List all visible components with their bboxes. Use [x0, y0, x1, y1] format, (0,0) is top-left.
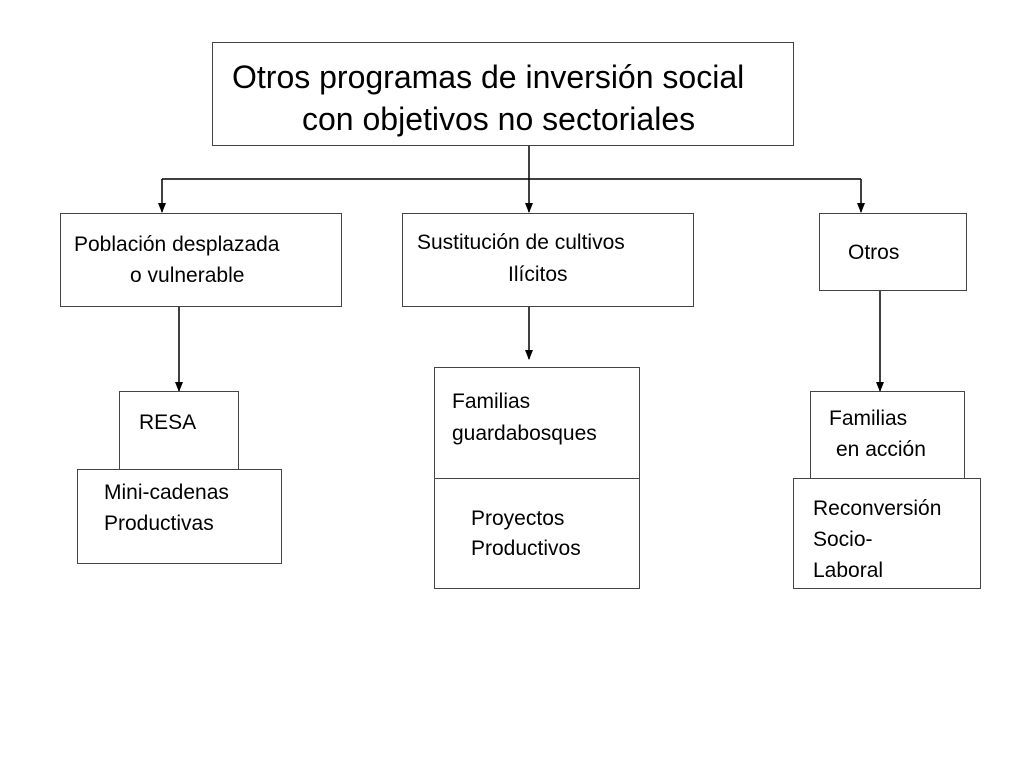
title-line-1: Otros programas de inversión social [232, 59, 745, 95]
reconversion-label-line-2: Socio- [813, 528, 873, 551]
sustitucion-box [402, 213, 694, 307]
guardabosques-label-line-1: Familias [452, 390, 531, 413]
mini-cadenas-label-line-1: Mini-cadenas [104, 481, 229, 504]
familias-accion-label-line-1: Familias [829, 407, 908, 430]
poblacion-box [60, 213, 342, 307]
otros-label: Otros [848, 241, 900, 264]
familias-accion-label-line-2: en acción [836, 438, 926, 461]
title-line-2: con objetivos no sectoriales [302, 101, 696, 137]
proyectos-label-line-2: Productivos [471, 537, 581, 560]
poblacion-label-line-2: o vulnerable [130, 264, 245, 287]
mini-cadenas-label-line-2: Productivas [104, 512, 214, 535]
proyectos-box [434, 478, 640, 589]
poblacion-label-line-1: Población desplazada [74, 233, 280, 256]
sustitucion-label-line-1: Sustitución de cultivos [417, 231, 625, 254]
sustitucion-label-line-2: Ilícitos [508, 263, 568, 286]
proyectos-label-line-1: Proyectos [471, 507, 565, 530]
familias-accion-box [810, 391, 965, 479]
resa-label: RESA [139, 411, 197, 434]
reconversion-label-line-1: Reconversión [813, 497, 942, 520]
guardabosques-label-line-2: guardabosques [452, 422, 597, 445]
reconversion-label-line-3: Laboral [813, 559, 884, 582]
